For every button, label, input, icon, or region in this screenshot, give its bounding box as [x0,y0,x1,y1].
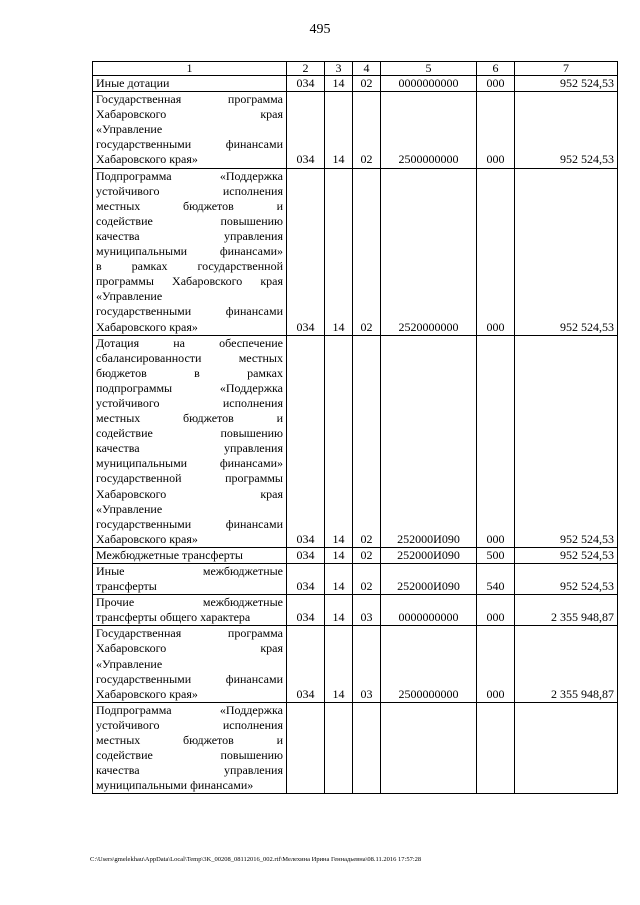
row-name-line: Дотация на обеспечение [96,335,283,350]
table-row [93,626,618,702]
row-name-line: сбалансированности местных [96,350,283,365]
row-name-line: содействие повышению [96,748,283,763]
section-code: 14 [325,168,353,335]
section-code: 14 [325,92,353,168]
subsection-code: 02 [353,92,381,168]
table-row [93,564,618,595]
expense-type-code: 000 [477,335,515,547]
ministry-code: 034 [287,92,325,168]
section-code [325,702,353,794]
target-article-code: 252000И090 [381,335,477,547]
target-article-code: 252000И090 [381,564,477,595]
header-col-7: 7 [515,62,618,76]
file-path-footer: C:\Users\gmelekhau\AppData\Local\Temp\3K_00208_08112016_002.rtf\Мелехина Ирина Геннадьевна\08.11.2016 17:57:28 [90,856,422,863]
row-name-line: Подпрограмма «Поддержка [96,168,283,183]
target-article-code: 0000000000 [381,595,477,626]
expense-type-code: 500 [477,547,515,563]
target-article-code: 0000000000 [381,76,477,92]
row-name-line: «Управление [96,656,163,671]
row-name-line: государственными финансами [96,671,283,686]
budget-table [92,61,618,794]
header-col-1: 1 [93,62,287,76]
target-article-code: 2500000000 [381,92,477,168]
row-name-line: государственными финансами [96,304,283,319]
row-name-line: программы Хабаровского края [96,274,283,289]
row-name [93,335,287,547]
row-name-line: «Управление [96,501,163,516]
section-code: 14 [325,76,353,92]
row-name-line: Государственная программа [96,626,283,641]
row-name [93,168,287,335]
expense-type-code: 000 [477,92,515,168]
row-name-line: Прочие межбюджетные [96,595,283,610]
row-name-line: муниципальными финансами» [96,456,283,471]
amount: 952 524,53 [515,76,618,92]
table-row [93,76,618,92]
row-name-line: устойчивого исполнения [96,717,283,732]
header-col-6: 6 [477,62,515,76]
expense-type-code [477,702,515,794]
row-name-line: содействие повышению [96,426,283,441]
ministry-code: 034 [287,76,325,92]
row-name-line: Подпрограмма «Поддержка [96,702,283,717]
row-name-line: качества управления [96,441,283,456]
row-name [93,76,287,92]
expense-type-code: 000 [477,595,515,626]
subsection-code: 03 [353,595,381,626]
subsection-code [353,702,381,794]
amount: 2 355 948,87 [515,626,618,702]
row-name [93,547,287,563]
row-name-line: качества управления [96,763,283,778]
amount: 952 524,53 [515,547,618,563]
row-name-line: Хабаровского края» [96,531,198,546]
table-row [93,702,618,794]
ministry-code: 034 [287,335,325,547]
row-name-line: Иные дотации [96,76,170,90]
header-col-2: 2 [287,62,325,76]
expense-type-code: 000 [477,76,515,92]
row-name-line: местных бюджетов и [96,733,283,748]
row-name-line: Иные межбюджетные [96,564,283,578]
header-col-5: 5 [381,62,477,76]
subsection-code: 02 [353,168,381,335]
ministry-code: 034 [287,595,325,626]
row-name-line: муниципальными финансами» [96,244,283,259]
row-name-line: муниципальными финансами» [96,778,254,793]
subsection-code: 03 [353,626,381,702]
target-article-code: 2520000000 [381,168,477,335]
subsection-code: 02 [353,564,381,595]
amount: 952 524,53 [515,92,618,168]
ministry-code: 034 [287,626,325,702]
header-row [93,62,618,76]
target-article-code: 2500000000 [381,626,477,702]
section-code: 14 [325,547,353,563]
expense-type-code: 000 [477,168,515,335]
row-name-line: «Управление [96,289,163,304]
ministry-code: 034 [287,168,325,335]
section-code: 14 [325,595,353,626]
row-name [93,595,287,626]
row-name-line: в рамках государственной [96,259,283,274]
row-name-line: Хабаровского края [96,486,283,501]
amount: 952 524,53 [515,168,618,335]
row-name [93,702,287,794]
row-name-line: устойчивого исполнения [96,395,283,410]
table-row [93,92,618,168]
row-name [93,564,287,595]
amount [515,702,618,794]
row-name-line: подпрограммы «Поддержка [96,380,283,395]
row-name-line: Государственная программа [96,92,283,107]
header-col-3: 3 [325,62,353,76]
expense-type-code: 540 [477,564,515,595]
row-name-line: устойчивого исполнения [96,183,283,198]
row-name-line: государственной программы [96,471,283,486]
subsection-code: 02 [353,547,381,563]
row-name-line: трансферты общего характера [96,610,251,625]
row-name [93,92,287,168]
table-row [93,335,618,547]
amount: 952 524,53 [515,335,618,547]
table-row [93,168,618,335]
row-name-line: Хабаровского края [96,641,283,656]
amount: 952 524,53 [515,564,618,595]
section-code: 14 [325,564,353,595]
row-name-line: местных бюджетов и [96,198,283,213]
row-name-line: качества управления [96,228,283,243]
ministry-code [287,702,325,794]
row-name-line: Хабаровского края» [96,319,198,334]
row-name-line: Хабаровского края» [96,686,198,701]
row-name-line: государственными финансами [96,516,283,531]
table-row [93,547,618,563]
target-article-code: 252000И090 [381,547,477,563]
row-name-line: государственными финансами [96,137,283,152]
target-article-code [381,702,477,794]
row-name-line: «Управление [96,122,163,137]
expense-type-code: 000 [477,626,515,702]
row-name [93,626,287,702]
row-name-line: местных бюджетов и [96,411,283,426]
row-name-line: бюджетов в рамках [96,365,283,380]
header-col-4: 4 [353,62,381,76]
subsection-code: 02 [353,335,381,547]
amount: 2 355 948,87 [515,595,618,626]
row-name-line: Межбюджетные трансферты [96,547,243,562]
ministry-code: 034 [287,564,325,595]
table-row [93,595,618,626]
row-name-line: Хабаровского края» [96,152,198,167]
section-code: 14 [325,335,353,547]
row-name-line: Хабаровского края [96,107,283,122]
row-name-line: содействие повышению [96,213,283,228]
ministry-code: 034 [287,547,325,563]
subsection-code: 02 [353,76,381,92]
page-number: 495 [309,22,331,37]
section-code: 14 [325,626,353,702]
row-name-line: трансферты [96,579,157,594]
